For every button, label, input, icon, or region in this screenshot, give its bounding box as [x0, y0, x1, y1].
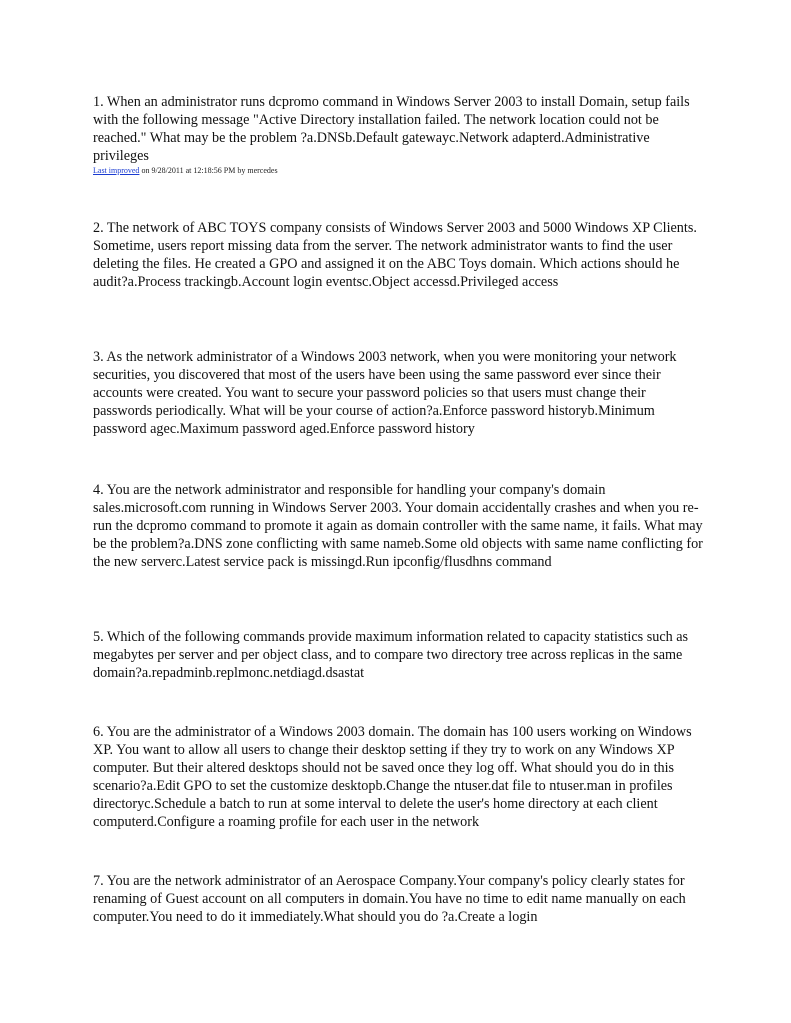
question-6: 6. You are the administrator of a Windows 2003 domain. The domain has 100 users working on Windows XP. You want to allow all users to change their desktop setting if they try to work on any Windows XP computer. But their altered desktops should not be saved once they log off. What should you do in this scenario?a.Edit GPO to set the customize desktopb.Change the ntuser.dat file to ntuser.man in profiles directoryc.Schedule a batch to run at some interval to delete the user's home directory at each client computerd.Configure a roaming profile for each user in the network: [93, 724, 692, 831]
question-5: 5. Which of the following commands provide maximum information related to capacity statistics such as megabytes per server and per object class, and to compare two directory tree across replicas in the same domain?a.repadminb.replmonc.netdiagd.dsastat: [93, 629, 689, 682]
revision-details: on 9/28/2011 at 12:18:56 PM by mercedes: [139, 166, 278, 175]
question-1: 1. When an administrator runs dcpromo command in Windows Server 2003 to install Domain, setup fails with the following message "Active Directory installation failed. The network location could not be reached." What may be the problem ?a.DNSb.Default gatewayc.Network adapterd.Administrative privileges: [93, 94, 690, 165]
question-2: 2. The network of ABC TOYS company consists of Windows Server 2003 and 5000 Windows XP Clients. Sometime, users report missing data from the server. The network administrator wants to find the user deleting the files. He created a GPO and assigned it on the ABC Toys domain. Which actions should he audit?a.Process trackingb.Account login eventsc.Object accessd.Privileged access: [93, 220, 697, 291]
last-improved-link[interactable]: Last improved: [93, 166, 140, 175]
question-4: 4. You are the network administrator and responsible for handling your company's domain sales.microsoft.com running in Windows Server 2003. Your domain accidentally crashes and when you re-run the dcpromo command to promote it again as domain controller with the same name, it fails. What may be the problem?a.DNS zone conflicting with same nameb.Some old objects with same name conflicting for the new serverc.Latest service pack is missingd.Run ipconfig/flusdhns command: [93, 482, 703, 571]
revision-info: [93, 166, 278, 176]
question-3: 3. As the network administrator of a Windows 2003 network, when you were monitoring your network securities, you discovered that most of the users have been using the same password ever since their accounts were created. You want to secure your password policies so that users must change their passwords periodically. What will be your course of action?a.Enforce password historyb.Minimum password agec.Maximum password aged.Enforce password history: [93, 349, 677, 438]
question-7: 7. You are the network administrator of an Aerospace Company.Your company's policy clearly states for renaming of Guest account on all computers in domain.You have no time to edit name manually on each computer.You need to do it immediately.What should you do ?a.Create a login: [93, 873, 686, 926]
